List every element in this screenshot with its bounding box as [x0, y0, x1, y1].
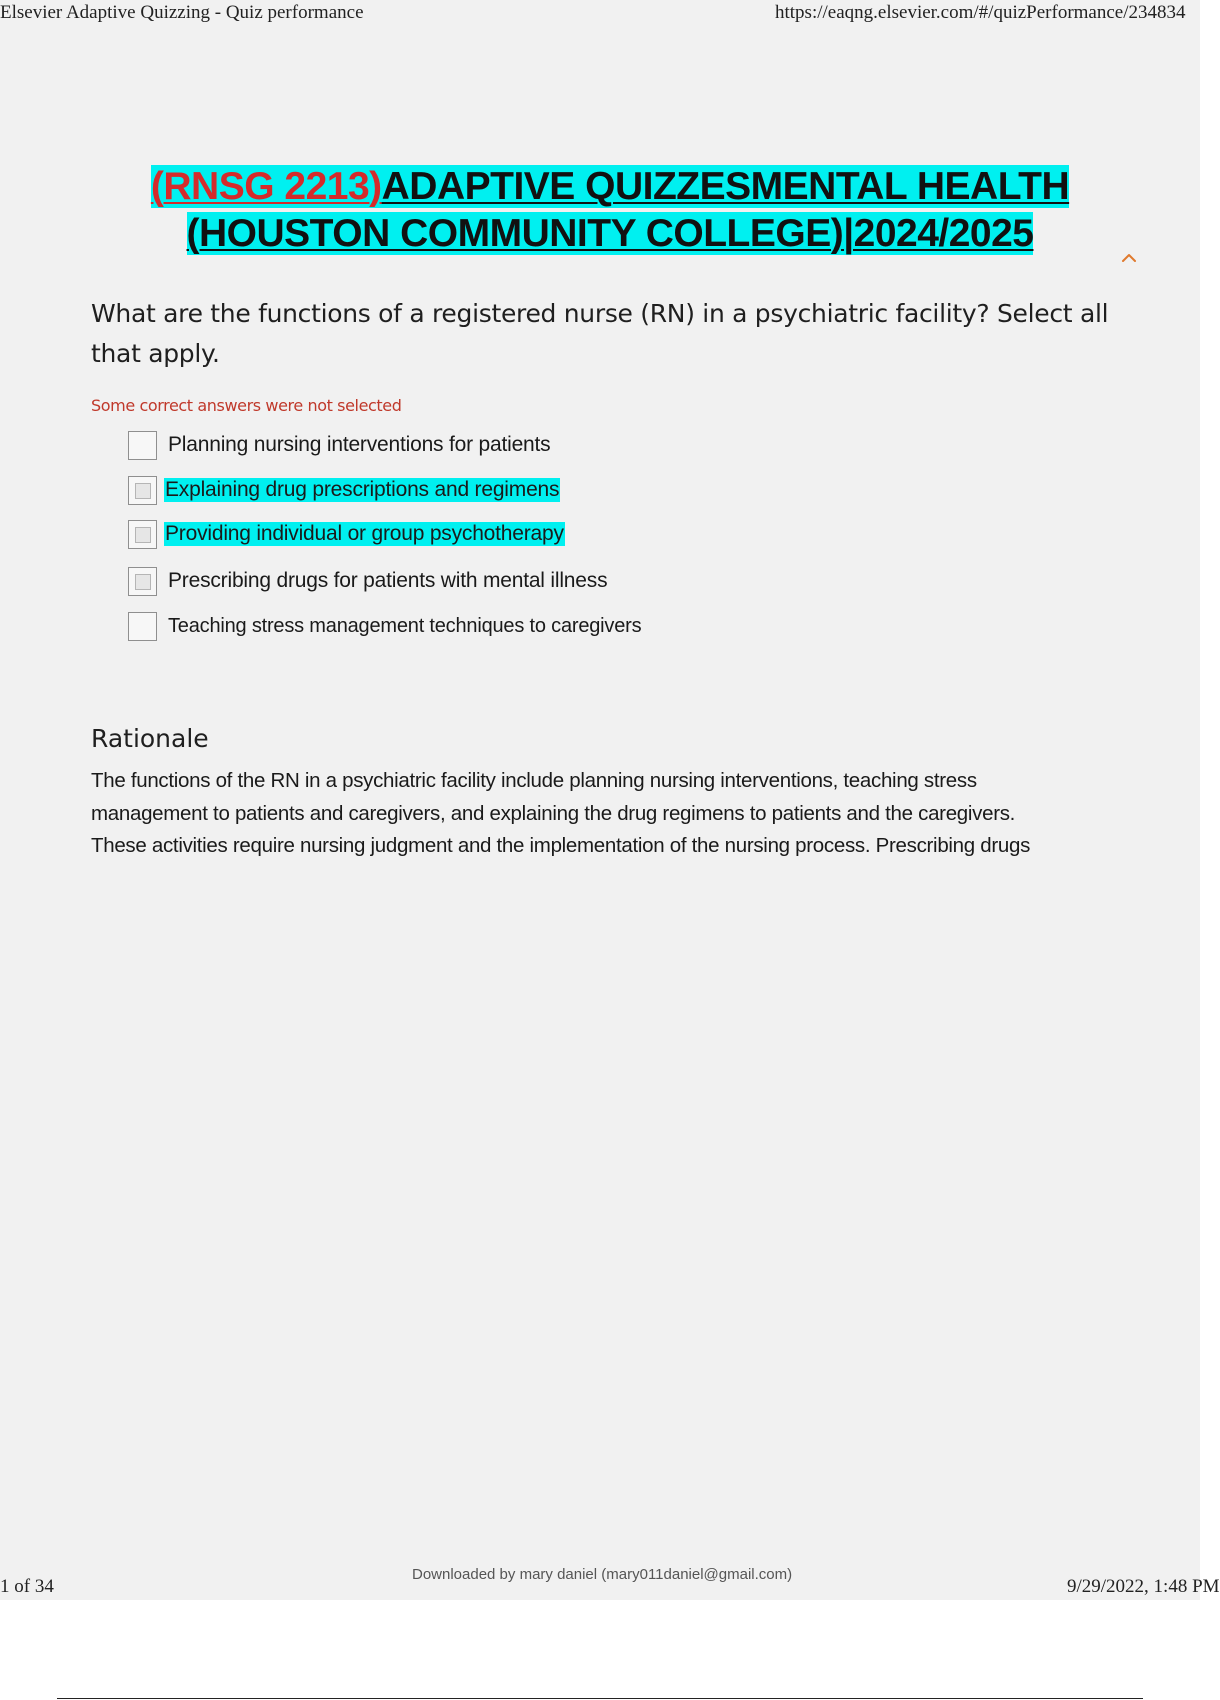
course-title: ADAPTIVE QUIZZESMENTAL HEALTH	[381, 165, 1070, 208]
option-checkbox[interactable]	[128, 431, 157, 460]
question-text: What are the functions of a registered nurse (RN) in a psychiatric facility? Select all that apply.	[91, 299, 1109, 368]
print-header-title: Elsevier Adaptive Quizzing - Quiz performance	[0, 2, 364, 23]
document-title-line-2	[110, 210, 1110, 257]
answer-option[interactable]	[128, 473, 560, 507]
page-divider	[57, 1698, 1143, 1699]
option-checkbox[interactable]	[128, 612, 157, 641]
rationale-line: management to patients and caregivers, and explaining the drug regimens to patients and the caregivers.	[91, 801, 1016, 825]
rationale-text	[91, 765, 1141, 863]
option-label: Planning nursing interventions for patients	[168, 433, 551, 456]
chevron-up-icon[interactable]	[1121, 250, 1137, 266]
option-label: Explaining drug prescriptions and regimens	[165, 478, 560, 501]
print-header-url: https://eaqng.elsevier.com/#/quizPerformance/234834	[775, 2, 1186, 23]
answer-option[interactable]	[128, 517, 565, 551]
option-label: Teaching stress management techniques to caregivers	[168, 614, 642, 637]
download-note: Downloaded by mary daniel (mary011daniel@gmail.com)	[412, 1566, 793, 1583]
print-datetime: 9/29/2022, 1:48 PM	[1067, 1576, 1220, 1597]
option-checkbox[interactable]	[128, 520, 157, 549]
answer-feedback: Some correct answers were not selected	[91, 396, 402, 415]
option-checkbox[interactable]	[128, 476, 157, 505]
page-number: 1 of 34	[0, 1576, 54, 1597]
college-year: (HOUSTON COMMUNITY COLLEGE)|2024/2025	[186, 212, 1034, 255]
answer-option[interactable]	[128, 609, 641, 643]
course-code: (RNSG 2213)	[150, 165, 382, 208]
answer-option[interactable]	[128, 428, 550, 462]
document-title-line-1	[110, 163, 1110, 210]
rationale-heading: Rationale	[91, 724, 209, 753]
rationale-line: The functions of the RN in a psychiatric facility include planning nursing interventions, teaching stress	[91, 769, 977, 792]
option-label: Providing individual or group psychotherapy	[165, 522, 564, 545]
document-title	[110, 163, 1110, 257]
option-checkbox[interactable]	[128, 567, 157, 596]
rationale-line: These activities require nursing judgment and the implementation of the nursing process. Prescribing drugs	[91, 834, 1031, 857]
option-label: Prescribing drugs for patients with mental illness	[168, 569, 608, 592]
answer-option[interactable]	[128, 564, 607, 598]
